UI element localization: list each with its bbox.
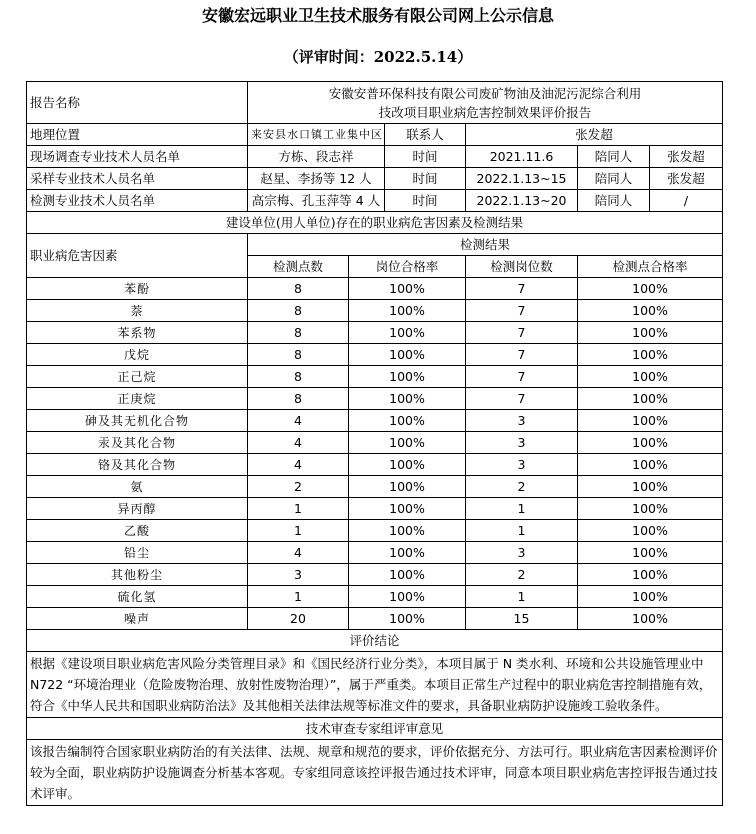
table-row bbox=[27, 520, 723, 542]
survey-time: 2021.11.6 bbox=[466, 146, 578, 168]
contact-value: 张发超 bbox=[466, 124, 723, 146]
col-header-point-rate: 检测点合格率 bbox=[578, 256, 723, 278]
post-rate-value: 100% bbox=[349, 432, 466, 454]
sampling-row bbox=[27, 168, 723, 190]
point-rate-value: 100% bbox=[578, 300, 723, 322]
points-value: 1 bbox=[248, 586, 349, 608]
report-name-value bbox=[248, 82, 723, 124]
table-row bbox=[27, 564, 723, 586]
points-value: 2 bbox=[248, 476, 349, 498]
location-label: 地理位置 bbox=[27, 124, 248, 146]
hazard-section-row bbox=[27, 212, 723, 234]
points-value: 4 bbox=[248, 454, 349, 476]
sampling-time: 2022.1.13~15 bbox=[466, 168, 578, 190]
post-rate-value: 100% bbox=[349, 498, 466, 520]
testing-row bbox=[27, 190, 723, 212]
sampling-companion: 张发超 bbox=[650, 168, 723, 190]
factor-name: 正庚烷 bbox=[27, 388, 248, 410]
expert-text-row bbox=[27, 740, 723, 806]
expert-review-title: 技术审查专家组评审意见 bbox=[27, 718, 723, 740]
post-rate-value: 100% bbox=[349, 278, 466, 300]
factor-name: 苯酚 bbox=[27, 278, 248, 300]
document-title: 安徽宏远职业卫生技术服务有限公司网上公示信息 bbox=[201, 6, 554, 25]
col-header-posts: 检测岗位数 bbox=[466, 256, 578, 278]
factor-name: 正己烷 bbox=[27, 366, 248, 388]
table-row bbox=[27, 410, 723, 432]
points-value: 1 bbox=[248, 520, 349, 542]
points-value: 8 bbox=[248, 322, 349, 344]
post-rate-value: 100% bbox=[349, 344, 466, 366]
expert-review-text: 该报告编制符合国家职业病防治的有关法律、法规、规章和规范的要求，评价依据充分、方法可行。职业病危害因素检测评价较为全面，职业病防护设施调查分析基本客观。专家组同意该控评报告通过技术评审，同意本项目职业病危害控评报告通过技术评审。 bbox=[27, 740, 723, 806]
testing-companion-label: 陪同人 bbox=[578, 190, 650, 212]
results-header: 检测结果 bbox=[248, 234, 723, 256]
col-header-post-rate: 岗位合格率 bbox=[349, 256, 466, 278]
factor-name: 其他粉尘 bbox=[27, 564, 248, 586]
report-name-row bbox=[27, 82, 723, 124]
posts-value: 7 bbox=[466, 278, 578, 300]
points-value: 20 bbox=[248, 608, 349, 630]
point-rate-value: 100% bbox=[578, 608, 723, 630]
point-rate-value: 100% bbox=[578, 432, 723, 454]
point-rate-value: 100% bbox=[578, 476, 723, 498]
point-rate-value: 100% bbox=[578, 366, 723, 388]
post-rate-value: 100% bbox=[349, 322, 466, 344]
disclosure-table bbox=[26, 81, 723, 806]
report-name-label: 报告名称 bbox=[27, 82, 248, 124]
point-rate-value: 100% bbox=[578, 278, 723, 300]
posts-value: 7 bbox=[466, 322, 578, 344]
factor-name: 乙酸 bbox=[27, 520, 248, 542]
point-rate-value: 100% bbox=[578, 564, 723, 586]
points-value: 1 bbox=[248, 498, 349, 520]
contact-label: 联系人 bbox=[385, 124, 466, 146]
factor-name: 砷及其无机化合物 bbox=[27, 410, 248, 432]
sampling-time-label: 时间 bbox=[385, 168, 466, 190]
survey-time-label: 时间 bbox=[385, 146, 466, 168]
factor-name: 氨 bbox=[27, 476, 248, 498]
survey-companion-label: 陪同人 bbox=[578, 146, 650, 168]
table-row bbox=[27, 322, 723, 344]
point-rate-value: 100% bbox=[578, 344, 723, 366]
points-value: 4 bbox=[248, 410, 349, 432]
post-rate-value: 100% bbox=[349, 454, 466, 476]
table-row bbox=[27, 454, 723, 476]
points-value: 8 bbox=[248, 366, 349, 388]
table-row bbox=[27, 542, 723, 564]
sampling-label: 采样专业技术人员名单 bbox=[27, 168, 248, 190]
post-rate-value: 100% bbox=[349, 520, 466, 542]
point-rate-value: 100% bbox=[578, 454, 723, 476]
survey-companion: 张发超 bbox=[650, 146, 723, 168]
table-row bbox=[27, 498, 723, 520]
post-rate-value: 100% bbox=[349, 542, 466, 564]
table-row bbox=[27, 278, 723, 300]
report-name-line1: 安徽安普环保科技有限公司废矿物油及油泥污泥综合利用 bbox=[328, 85, 642, 101]
sampling-names: 赵星、李扬等 12 人 bbox=[248, 168, 385, 190]
post-rate-value: 100% bbox=[349, 608, 466, 630]
factor-name: 汞及其化合物 bbox=[27, 432, 248, 454]
survey-names: 方栋、段志祥 bbox=[248, 146, 385, 168]
posts-value: 3 bbox=[466, 432, 578, 454]
post-rate-value: 100% bbox=[349, 564, 466, 586]
posts-value: 1 bbox=[466, 498, 578, 520]
factor-name: 铬及其化合物 bbox=[27, 454, 248, 476]
col-header-points: 检测点数 bbox=[248, 256, 349, 278]
posts-value: 3 bbox=[466, 410, 578, 432]
hazard-header-row1 bbox=[27, 234, 723, 256]
sampling-companion-label: 陪同人 bbox=[578, 168, 650, 190]
point-rate-value: 100% bbox=[578, 322, 723, 344]
conclusion-text: 根据《建设项目职业病危害风险分类管理目录》和《国民经济行业分类》，本项目属于 N 类水利、环境和公共设施管理业中 N722 “环境治理业（危险废物治理、放射性废物治理）”，属于严重类。本项目正常生产过程中的职业病危害控制措施有效，符合《中华人民共和国职业病防治法》及其他相关法律法规等标准文件的要求，具备职业病防护设施竣工验收条件。 bbox=[27, 652, 723, 718]
points-value: 8 bbox=[248, 300, 349, 322]
table-row bbox=[27, 366, 723, 388]
post-rate-value: 100% bbox=[349, 388, 466, 410]
posts-value: 2 bbox=[466, 476, 578, 498]
factor-header: 职业病危害因素 bbox=[27, 234, 248, 278]
posts-value: 3 bbox=[466, 542, 578, 564]
table-row bbox=[27, 344, 723, 366]
factor-name: 戊烷 bbox=[27, 344, 248, 366]
post-rate-value: 100% bbox=[349, 300, 466, 322]
point-rate-value: 100% bbox=[578, 498, 723, 520]
table-row bbox=[27, 388, 723, 410]
factor-name: 噪声 bbox=[27, 608, 248, 630]
posts-value: 7 bbox=[466, 344, 578, 366]
points-value: 4 bbox=[248, 432, 349, 454]
testing-companion: / bbox=[650, 190, 723, 212]
post-rate-value: 100% bbox=[349, 586, 466, 608]
testing-label: 检测专业技术人员名单 bbox=[27, 190, 248, 212]
testing-time-label: 时间 bbox=[385, 190, 466, 212]
points-value: 4 bbox=[248, 542, 349, 564]
location-value: 来安县水口镇工业集中区 bbox=[248, 124, 385, 146]
point-rate-value: 100% bbox=[578, 410, 723, 432]
point-rate-value: 100% bbox=[578, 542, 723, 564]
hazard-section-title: 建设单位(用人单位)存在的职业病危害因素及检测结果 bbox=[27, 212, 723, 234]
table-row bbox=[27, 608, 723, 630]
review-time: （评审时间：2022.5.14） bbox=[283, 48, 473, 66]
factor-name: 苯系物 bbox=[27, 322, 248, 344]
point-rate-value: 100% bbox=[578, 388, 723, 410]
posts-value: 2 bbox=[466, 564, 578, 586]
points-value: 8 bbox=[248, 278, 349, 300]
points-value: 3 bbox=[248, 564, 349, 586]
point-rate-value: 100% bbox=[578, 520, 723, 542]
factor-name: 铅尘 bbox=[27, 542, 248, 564]
posts-value: 7 bbox=[466, 366, 578, 388]
factor-name: 异丙醇 bbox=[27, 498, 248, 520]
posts-value: 7 bbox=[466, 388, 578, 410]
survey-label: 现场调查专业技术人员名单 bbox=[27, 146, 248, 168]
point-rate-value: 100% bbox=[578, 586, 723, 608]
posts-value: 1 bbox=[466, 586, 578, 608]
posts-value: 1 bbox=[466, 520, 578, 542]
testing-names: 高宗梅、孔玉萍等 4 人 bbox=[248, 190, 385, 212]
post-rate-value: 100% bbox=[349, 476, 466, 498]
table-row bbox=[27, 476, 723, 498]
table-row bbox=[27, 300, 723, 322]
points-value: 8 bbox=[248, 344, 349, 366]
post-rate-value: 100% bbox=[349, 410, 466, 432]
conclusion-title-row bbox=[27, 630, 723, 652]
post-rate-value: 100% bbox=[349, 366, 466, 388]
conclusion-text-row bbox=[27, 652, 723, 718]
survey-row bbox=[27, 146, 723, 168]
table-row bbox=[27, 432, 723, 454]
points-value: 8 bbox=[248, 388, 349, 410]
report-name-line2: 技改项目职业病危害控制效果评价报告 bbox=[378, 104, 592, 120]
factor-name: 硫化氢 bbox=[27, 586, 248, 608]
expert-title-row bbox=[27, 718, 723, 740]
location-row bbox=[27, 124, 723, 146]
posts-value: 7 bbox=[466, 300, 578, 322]
testing-time: 2022.1.13~20 bbox=[466, 190, 578, 212]
table-row bbox=[27, 586, 723, 608]
posts-value: 3 bbox=[466, 454, 578, 476]
conclusion-title: 评价结论 bbox=[27, 630, 723, 652]
posts-value: 15 bbox=[466, 608, 578, 630]
factor-name: 萘 bbox=[27, 300, 248, 322]
